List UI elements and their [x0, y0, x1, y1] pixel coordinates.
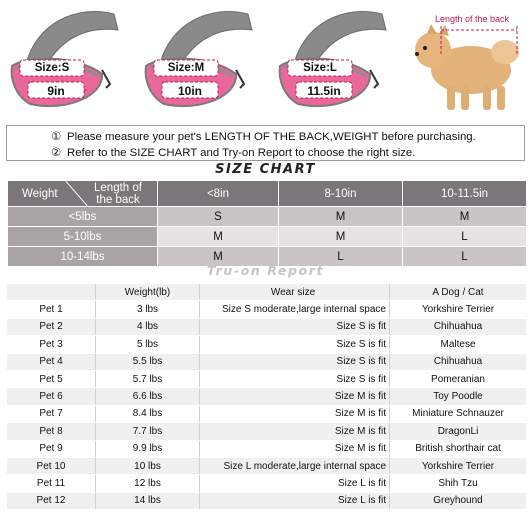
- wear-size: Size M is fit: [199, 406, 389, 422]
- pet-name: Pet 2: [7, 319, 95, 335]
- pet-breed: DragonLi: [389, 423, 526, 439]
- pet-breed: Yorkshire Terrier: [389, 458, 526, 474]
- bag-length-label: 9in: [47, 84, 65, 98]
- instruction-text: Please measure your pet's LENGTH OF THE BACK,WEIGHT before purchasing.: [67, 131, 476, 143]
- pet-breed: British shorthair cat: [389, 441, 526, 457]
- pet-weight: 12 lbs: [95, 475, 199, 491]
- size-chart-row: [8, 227, 527, 247]
- tryon-row: [7, 423, 526, 439]
- wear-size: Size S is fit: [199, 336, 389, 352]
- sling-bag-icon: [6, 4, 124, 116]
- size-chart-table: [7, 180, 527, 267]
- pet-weight: 9.9 lbs: [95, 441, 199, 457]
- pet-name: Pet 6: [7, 388, 95, 404]
- pet-weight: 14 lbs: [95, 493, 199, 509]
- sling-bag-icon: [274, 4, 392, 116]
- instruction-text: Refer to the SIZE CHART and Try-on Report to choose the right size.: [67, 147, 416, 159]
- dog-measurement-image: [405, 6, 529, 120]
- bag-size-label: Size:M: [167, 62, 205, 74]
- tryon-header-cell: A Dog / Cat: [389, 284, 526, 300]
- size-chart-corner: [8, 181, 158, 207]
- pet-name: Pet 9: [7, 441, 95, 457]
- tryon-row: [7, 301, 526, 317]
- tryon-row: [7, 388, 526, 404]
- tryon-row: [7, 406, 526, 422]
- sling-bag-icon: [140, 4, 258, 116]
- pet-name: Pet 12: [7, 493, 95, 509]
- corner-weight-label: Weight: [22, 188, 58, 200]
- size-chart-title: SIZE CHART: [215, 162, 316, 177]
- instruction-line-2: [51, 145, 524, 161]
- wear-size: Size L is fit: [199, 475, 389, 491]
- pet-weight: 6.6 lbs: [95, 388, 199, 404]
- tryon-report-title: Tru-on Report: [206, 263, 325, 278]
- pet-breed: Maltese: [389, 336, 526, 352]
- wear-size: Size S is fit: [199, 319, 389, 335]
- pet-breed: Chihuahua: [389, 354, 526, 370]
- size-chart-cell: L: [403, 227, 527, 247]
- product-images: [0, 0, 531, 122]
- pet-breed: Shih Tzu: [389, 475, 526, 491]
- tryon-row: [7, 319, 526, 335]
- instruction-line-1: [51, 129, 524, 145]
- size-chart-column-header: 8-10in: [279, 181, 403, 207]
- tryon-row: [7, 336, 526, 352]
- bag-image-large: [274, 4, 392, 116]
- pet-name: Pet 7: [7, 406, 95, 422]
- pet-name: Pet 10: [7, 458, 95, 474]
- tryon-header-row: [7, 284, 526, 300]
- pet-weight: 5.5 lbs: [95, 354, 199, 370]
- size-chart-cell: M: [158, 247, 279, 267]
- pet-name: Pet 1: [7, 301, 95, 317]
- bag-image-medium: [140, 4, 258, 116]
- tryon-row: [7, 493, 526, 509]
- size-chart-cell: M: [279, 207, 403, 227]
- size-chart-cell: L: [279, 247, 403, 267]
- wear-size: Size M is fit: [199, 441, 389, 457]
- wear-size: Size M is fit: [199, 388, 389, 404]
- pet-name: Pet 5: [7, 371, 95, 387]
- bag-length-label: 10in: [177, 84, 202, 98]
- dog-caption: Length of the back: [435, 14, 510, 24]
- instructions-box: [6, 125, 525, 161]
- tryon-header-cell: Wear size: [199, 284, 389, 300]
- bag-size-label: Size:L: [303, 62, 337, 74]
- corner-length-label: Length of the back: [94, 182, 142, 206]
- tryon-header-cell: [7, 284, 95, 300]
- size-chart-cell: M: [279, 227, 403, 247]
- pet-weight: 5.7 lbs: [95, 371, 199, 387]
- pet-breed: Miniature Schnauzer: [389, 406, 526, 422]
- pet-breed: Yorkshire Terrier: [389, 301, 526, 317]
- wear-size: Size M is fit: [199, 423, 389, 439]
- pet-weight: 7.7 lbs: [95, 423, 199, 439]
- bag-size-label: Size:S: [34, 62, 70, 74]
- pet-name: Pet 3: [7, 336, 95, 352]
- size-chart-row-header: 10-14lbs: [8, 247, 158, 267]
- wear-size: Size S is fit: [199, 354, 389, 370]
- pet-weight: 5 lbs: [95, 336, 199, 352]
- size-chart-cell: L: [403, 247, 527, 267]
- tryon-row: [7, 441, 526, 457]
- bag-image-small: [6, 4, 124, 116]
- pet-weight: 3 lbs: [95, 301, 199, 317]
- pet-weight: 10 lbs: [95, 458, 199, 474]
- pet-weight: 4 lbs: [95, 319, 199, 335]
- size-chart-column-header: <8in: [158, 181, 279, 207]
- size-chart-cell: M: [403, 207, 527, 227]
- bag-length-label: 11.5in: [307, 84, 341, 98]
- size-chart-row-header: 5-10lbs: [8, 227, 158, 247]
- tryon-row: [7, 371, 526, 387]
- wear-size: Size L moderate,large internal space: [199, 458, 389, 474]
- size-chart-cell: S: [158, 207, 279, 227]
- pet-name: Pet 8: [7, 423, 95, 439]
- tryon-report-table: [7, 283, 526, 510]
- pet-name: Pet 11: [7, 475, 95, 491]
- tryon-row: [7, 475, 526, 491]
- size-chart-cell: M: [158, 227, 279, 247]
- size-chart-row: [8, 207, 527, 227]
- pet-weight: 8.4 lbs: [95, 406, 199, 422]
- size-chart-column-header: 10-11.5in: [403, 181, 527, 207]
- pet-breed: Greyhound: [389, 493, 526, 509]
- tryon-row: [7, 458, 526, 474]
- size-chart-header-row: [8, 181, 527, 207]
- tryon-row: [7, 354, 526, 370]
- pet-breed: Toy Poodle: [389, 388, 526, 404]
- wear-size: Size S moderate,large internal space: [199, 301, 389, 317]
- step-number: ①: [51, 131, 62, 143]
- pet-breed: Chihuahua: [389, 319, 526, 335]
- pet-name: Pet 4: [7, 354, 95, 370]
- tryon-header-cell: Weight(lb): [95, 284, 199, 300]
- pet-breed: Pomeranian: [389, 371, 526, 387]
- wear-size: Size L is fit: [199, 493, 389, 509]
- wear-size: Size S is fit: [199, 371, 389, 387]
- size-chart-row-header: <5lbs: [8, 207, 158, 227]
- step-number: ②: [51, 147, 62, 159]
